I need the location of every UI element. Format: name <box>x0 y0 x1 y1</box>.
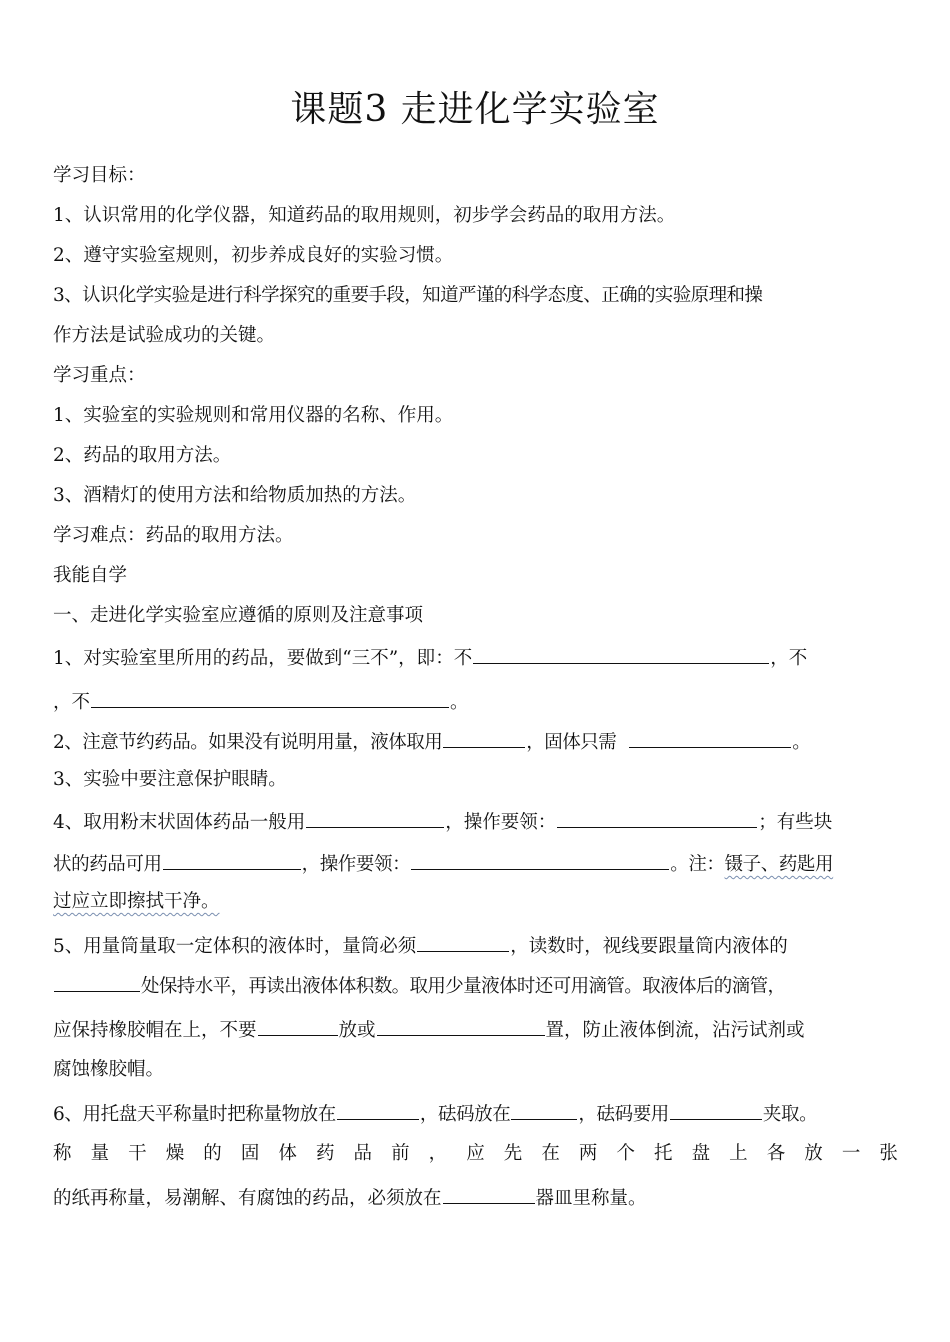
question-4-blank-3[interactable] <box>163 849 301 870</box>
question-5-text-f: 置，防止液体倒流，沾污试剂或 <box>545 1020 805 1041</box>
question-5-line-1 <box>53 931 902 960</box>
question-4-note-a: 镊子、药匙用 <box>724 854 834 875</box>
justified-char: ， <box>428 1143 448 1164</box>
justified-char: 放 <box>804 1143 823 1164</box>
question-6-line-1 <box>53 1099 902 1128</box>
question-5-text-a: 5、用量筒量取一定体积的液体时，量筒必须 <box>53 936 417 957</box>
justified-char: 托 <box>654 1143 673 1164</box>
justified-char: 干 <box>128 1143 147 1164</box>
question-6-text-a: 6、用托盘天平称量时把称量物放在 <box>53 1104 336 1125</box>
objective-item-1: 1、认识常用的化学仪器，知道药品的取用规则，初步学会药品的取用方法。 <box>53 205 676 226</box>
question-2-blank-2[interactable] <box>629 727 791 748</box>
question-4-line-2 <box>53 849 902 878</box>
question-1-text-b: ，不 <box>770 648 808 669</box>
question-4-text-b: ，操作要领： <box>445 812 557 833</box>
question-1-text-c: ，不 <box>53 692 91 713</box>
justified-char: 称 <box>53 1143 72 1164</box>
question-4-blank-2[interactable] <box>557 807 757 828</box>
self-study-heading: 我能自学 <box>53 565 128 586</box>
question-2-text-a: 2、注意节约药品。如果没有说明用量，液体取用 <box>53 732 443 753</box>
objective-item-2: 2、遵守实验室规则，初步养成良好的实验习惯。 <box>53 245 454 266</box>
question-5-blank-3[interactable] <box>258 1015 338 1036</box>
objectives-heading: 学习目标： <box>53 165 146 186</box>
question-6-blank-4[interactable] <box>443 1183 535 1204</box>
question-4-blank-1[interactable] <box>306 807 444 828</box>
question-6-blank-1[interactable] <box>337 1099 419 1120</box>
justified-char: 两 <box>578 1143 598 1164</box>
justified-char: 个 <box>616 1143 635 1164</box>
question-5-text-d: 应保持橡胶帽在上，不要 <box>53 1020 257 1041</box>
question-2-text-b: ，固体只需 <box>526 732 617 753</box>
question-4-line-3 <box>53 889 902 915</box>
justified-char: 药 <box>315 1143 335 1164</box>
justified-char: 品 <box>353 1143 373 1164</box>
justified-char: 应 <box>466 1143 485 1164</box>
justified-char: 一 <box>841 1143 861 1164</box>
justified-char: 在 <box>541 1143 560 1164</box>
question-1-blank-2[interactable] <box>91 687 449 708</box>
question-6-blank-2[interactable] <box>511 1099 577 1120</box>
justified-char: 上 <box>729 1143 748 1164</box>
key-point-item-3: 3、酒精灯的使用方法和给物质加热的方法。 <box>53 485 417 506</box>
key-points-heading: 学习重点： <box>53 365 146 386</box>
question-5-text-b: ，读数时，视线要跟量筒内液体的 <box>510 936 788 957</box>
question-5-blank-1[interactable] <box>417 931 509 952</box>
section-1-heading: 一、走进化学实验室应遵循的原则及注意事项 <box>53 605 424 626</box>
question-6-line-2 <box>53 1141 898 1167</box>
key-point-item-2: 2、药品的取用方法。 <box>53 445 232 466</box>
question-4-text-e: ，操作要领： <box>301 854 411 875</box>
question-4-note-b: 过应立即擦拭干净。 <box>53 891 220 912</box>
objective-item-3-line-1: 3、认识化学实验是进行科学探究的重要手段，知道严谨的科学态度、正确的实验原理和操 <box>53 285 763 306</box>
justified-char: 前 <box>391 1143 410 1164</box>
question-6-text-c: ，砝码要用 <box>578 1104 669 1125</box>
question-5-text-e: 放或 <box>338 1020 376 1041</box>
question-6-text-f: 器皿里称量。 <box>535 1188 647 1209</box>
question-4-text-d: 状的药品可用 <box>53 854 162 875</box>
question-1-line-1 <box>53 643 902 672</box>
question-5-blank-2[interactable] <box>54 971 140 992</box>
question-1-text-d: 。 <box>450 692 469 713</box>
question-6-text-d: 夹取。 <box>762 1104 818 1125</box>
question-5-line-4: 腐蚀橡胶帽。 <box>53 1059 165 1080</box>
justified-char: 张 <box>879 1143 898 1164</box>
question-4-text-c: ；有些块 <box>758 812 833 833</box>
question-5-blank-4[interactable] <box>377 1015 545 1036</box>
question-4-text-f: 。注： <box>670 854 725 875</box>
question-2-line <box>53 727 902 756</box>
question-2-blank-1[interactable] <box>443 727 525 748</box>
question-5-text-c: 处保持水平，再读出液体体积数。取用少量液体时还可用滴管。取液体后的滴管， <box>141 976 786 997</box>
question-4-blank-4[interactable] <box>411 849 669 870</box>
justified-char: 的 <box>203 1143 222 1164</box>
question-4-text-a: 4、取用粉末状固体药品一般用 <box>53 812 306 833</box>
page-title: 课题3 走进化学实验室 <box>290 89 660 130</box>
question-5-line-3 <box>53 1015 902 1044</box>
justified-char: 盘 <box>691 1143 711 1164</box>
question-5-line-2 <box>53 971 902 1000</box>
question-4-line-1 <box>53 807 902 836</box>
justified-char: 燥 <box>165 1143 185 1164</box>
key-point-item-1: 1、实验室的实验规则和常用仪器的名称、作用。 <box>53 405 454 426</box>
question-6-text-e: 的纸再称量，易潮解、有腐蚀的药品，必须放在 <box>53 1188 442 1209</box>
question-6-text-b: ，砝码放在 <box>419 1104 511 1125</box>
question-6-justified-text <box>53 1141 898 1167</box>
question-6-blank-3[interactable] <box>670 1099 762 1120</box>
justified-char: 体 <box>278 1143 297 1164</box>
justified-char: 先 <box>503 1143 523 1164</box>
justified-char: 量 <box>90 1143 110 1164</box>
question-3-line: 3、实验中要注意保护眼睛。 <box>53 769 287 790</box>
question-1-text-a: 1、对实验室里所用的药品，要做到“三不”，即：不 <box>53 648 473 669</box>
question-1-line-2 <box>53 687 902 716</box>
objective-item-3-line-2: 作方法是试验成功的关键。 <box>53 325 276 346</box>
difficulty-line: 学习难点：药品的取用方法。 <box>53 525 294 546</box>
question-6-line-3 <box>53 1183 902 1212</box>
justified-char: 固 <box>240 1143 260 1164</box>
question-2-text-c: 。 <box>792 732 811 753</box>
question-1-blank-1[interactable] <box>473 643 769 664</box>
justified-char: 各 <box>766 1143 786 1164</box>
